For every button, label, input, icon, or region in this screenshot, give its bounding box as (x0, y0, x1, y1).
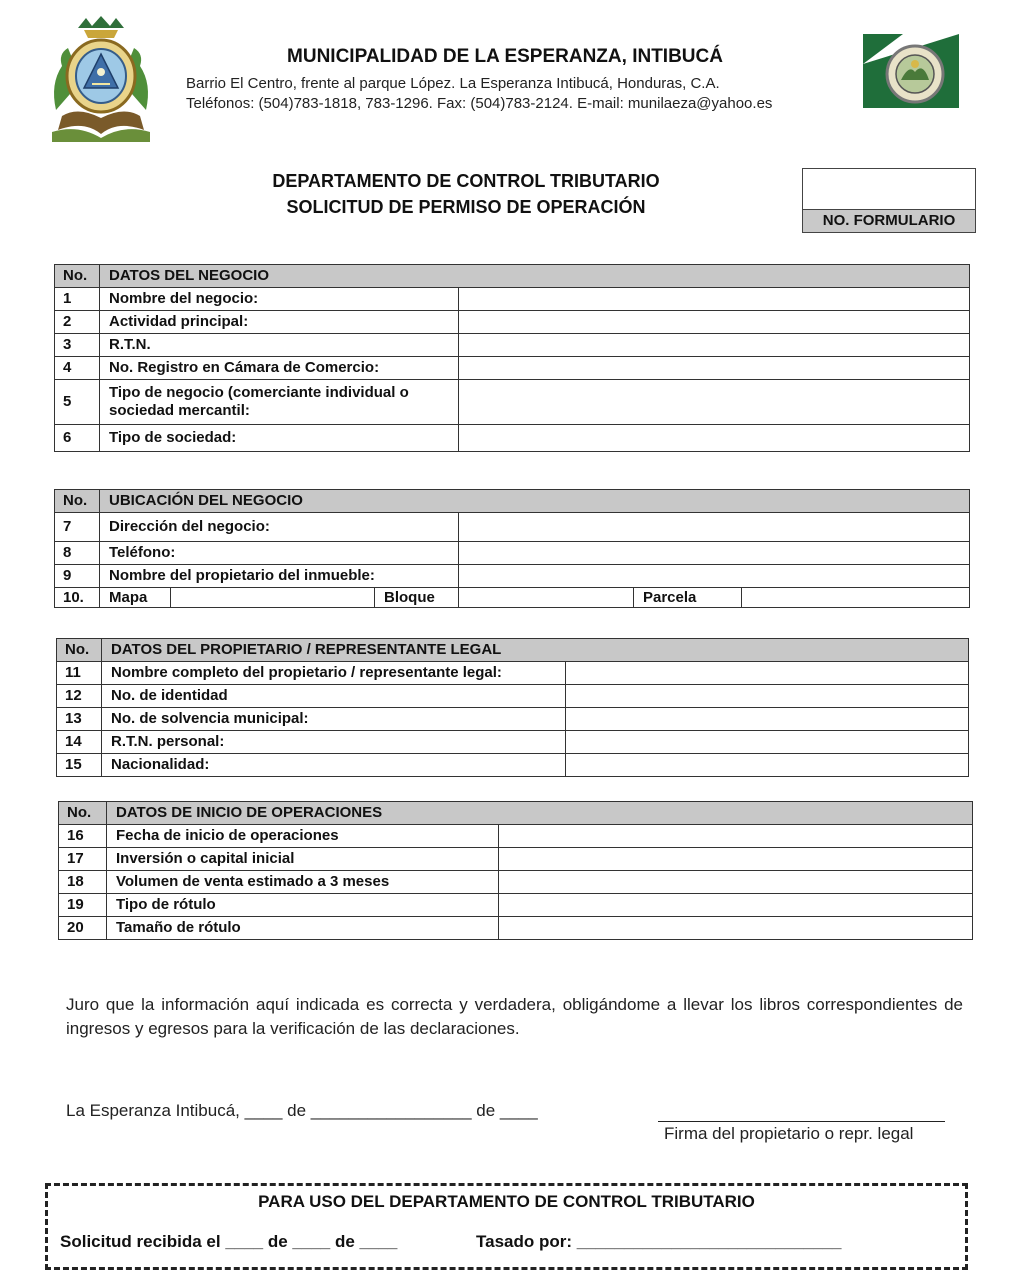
form-title: SOLICITUD DE PERMISO DE OPERACIÓN (286, 197, 646, 217)
identity-number-field[interactable] (566, 685, 969, 708)
table-row (57, 731, 969, 754)
no-header: No. (55, 490, 100, 513)
row-label: Teléfono: (100, 542, 459, 565)
owner-fullname-field[interactable] (566, 662, 969, 685)
place-date-line[interactable]: La Esperanza Intibucá, ____ de _________________ de ____ (66, 1101, 538, 1120)
business-type-field[interactable] (459, 380, 970, 425)
table-row (57, 708, 969, 731)
phone-field[interactable] (459, 542, 970, 565)
sales-volume-field[interactable] (499, 871, 973, 894)
coat-of-arms-emblem (48, 14, 154, 142)
nationality-field[interactable] (566, 754, 969, 777)
operations-start-table (58, 801, 973, 940)
table-row (55, 565, 970, 588)
municipality-contact: Teléfonos: (504)783-1818, 783-1296. Fax: (504)783-2124. E-mail: munilaeza@yahoo.es (186, 95, 773, 112)
row-number: 8 (55, 542, 100, 565)
signature-label: Firma del propietario o repr. legal (664, 1124, 914, 1143)
no-header: No. (57, 639, 102, 662)
table-row (59, 848, 973, 871)
row-number: 5 (55, 380, 100, 425)
row-label: Volumen de venta estimado a 3 meses (107, 871, 499, 894)
chamber-registry-field[interactable] (459, 357, 970, 380)
start-date-field[interactable] (499, 825, 973, 848)
row-number: 10. (55, 588, 100, 608)
business-name-field[interactable] (459, 288, 970, 311)
block-label: Bloque (375, 588, 459, 608)
row-label: Nombre completo del propietario / representante legal: (102, 662, 566, 685)
personal-rtn-field[interactable] (566, 731, 969, 754)
parcel-field[interactable] (742, 588, 970, 608)
no-header: No. (55, 265, 100, 288)
block-field[interactable] (459, 588, 634, 608)
table-row (59, 825, 973, 848)
no-header: No. (59, 802, 107, 825)
row-number: 13 (57, 708, 102, 731)
table-row (55, 357, 970, 380)
row-number: 12 (57, 685, 102, 708)
department-title: DEPARTAMENTO DE CONTROL TRIBUTARIO (272, 171, 660, 191)
office-use-box (45, 1183, 968, 1270)
oath-statement: Juro que la información aquí indicada es correcta y verdadera, obligándome a llevar los libros correspondientes de ingresos y egresos para la verificación de las declaraciones. (66, 995, 963, 1038)
municipality-title: MUNICIPALIDAD DE LA ESPERANZA, INTIBUCÁ (287, 46, 723, 67)
table-header (59, 802, 973, 825)
owner-data-table (56, 638, 969, 777)
property-owner-field[interactable] (459, 565, 970, 588)
table-row (57, 754, 969, 777)
table-row (59, 917, 973, 940)
row-label: R.T.N. (100, 334, 459, 357)
row-number: 3 (55, 334, 100, 357)
sign-type-field[interactable] (499, 894, 973, 917)
row-number: 17 (59, 848, 107, 871)
main-activity-field[interactable] (459, 311, 970, 334)
company-type-field[interactable] (459, 425, 970, 452)
row-label: No. de identidad (102, 685, 566, 708)
table-row (55, 588, 970, 608)
form-number-box[interactable] (802, 168, 976, 233)
row-label: No. de solvencia municipal: (102, 708, 566, 731)
table-header (57, 639, 969, 662)
row-label: R.T.N. personal: (102, 731, 566, 754)
section-title: UBICACIÓN DEL NEGOCIO (100, 490, 970, 513)
table-header (55, 265, 970, 288)
row-number: 18 (59, 871, 107, 894)
rtn-field[interactable] (459, 334, 970, 357)
table-row (55, 334, 970, 357)
form-number-label: NO. FORMULARIO (803, 209, 975, 232)
row-label: Tipo de negocio (comerciante individual o sociedad mercantil: (100, 380, 459, 425)
municipal-seal-emblem (863, 34, 959, 108)
row-label: Nacionalidad: (102, 754, 566, 777)
row-label: Fecha de inicio de operaciones (107, 825, 499, 848)
table-row (55, 425, 970, 452)
row-number: 19 (59, 894, 107, 917)
office-use-title: PARA USO DEL DEPARTAMENTO DE CONTROL TRIBUTARIO (258, 1192, 755, 1211)
initial-capital-field[interactable] (499, 848, 973, 871)
row-number: 4 (55, 357, 100, 380)
table-row (55, 542, 970, 565)
row-number: 1 (55, 288, 100, 311)
sign-size-field[interactable] (499, 917, 973, 940)
received-date-line[interactable]: Solicitud recibida el ____ de ____ de ____ (60, 1232, 398, 1251)
table-row (55, 288, 970, 311)
municipal-solvency-field[interactable] (566, 708, 969, 731)
row-label: Dirección del negocio: (100, 513, 459, 542)
table-header (55, 490, 970, 513)
business-address-field[interactable] (459, 513, 970, 542)
row-label: Actividad principal: (100, 311, 459, 334)
table-row (57, 685, 969, 708)
row-number: 11 (57, 662, 102, 685)
parcel-label: Parcela (634, 588, 742, 608)
row-label: Tipo de sociedad: (100, 425, 459, 452)
row-label: Tipo de rótulo (107, 894, 499, 917)
row-label: Nombre del negocio: (100, 288, 459, 311)
row-number: 2 (55, 311, 100, 334)
signature-line[interactable] (658, 1121, 945, 1122)
table-row (59, 871, 973, 894)
row-label: No. Registro en Cámara de Comercio: (100, 357, 459, 380)
row-number: 14 (57, 731, 102, 754)
row-number: 7 (55, 513, 100, 542)
section-title: DATOS DEL NEGOCIO (100, 265, 970, 288)
section-title: DATOS DEL PROPIETARIO / REPRESENTANTE LEGAL (102, 639, 969, 662)
row-number: 15 (57, 754, 102, 777)
row-label: Nombre del propietario del inmueble: (100, 565, 459, 588)
row-number: 9 (55, 565, 100, 588)
business-data-table (54, 264, 970, 452)
table-row (57, 662, 969, 685)
business-location-table (54, 489, 970, 608)
table-row (55, 311, 970, 334)
table-row (55, 513, 970, 542)
row-label: Tamaño de rótulo (107, 917, 499, 940)
assessed-by-line[interactable]: Tasado por: ____________________________ (476, 1232, 842, 1251)
table-row (55, 380, 970, 425)
row-number: 20 (59, 917, 107, 940)
map-label: Mapa (100, 588, 171, 608)
municipality-address: Barrio El Centro, frente al parque López. La Esperanza Intibucá, Honduras, C.A. (186, 75, 720, 92)
row-label: Inversión o capital inicial (107, 848, 499, 871)
map-field[interactable] (171, 588, 375, 608)
row-number: 6 (55, 425, 100, 452)
row-number: 16 (59, 825, 107, 848)
table-row (59, 894, 973, 917)
section-title: DATOS DE INICIO DE OPERACIONES (107, 802, 973, 825)
